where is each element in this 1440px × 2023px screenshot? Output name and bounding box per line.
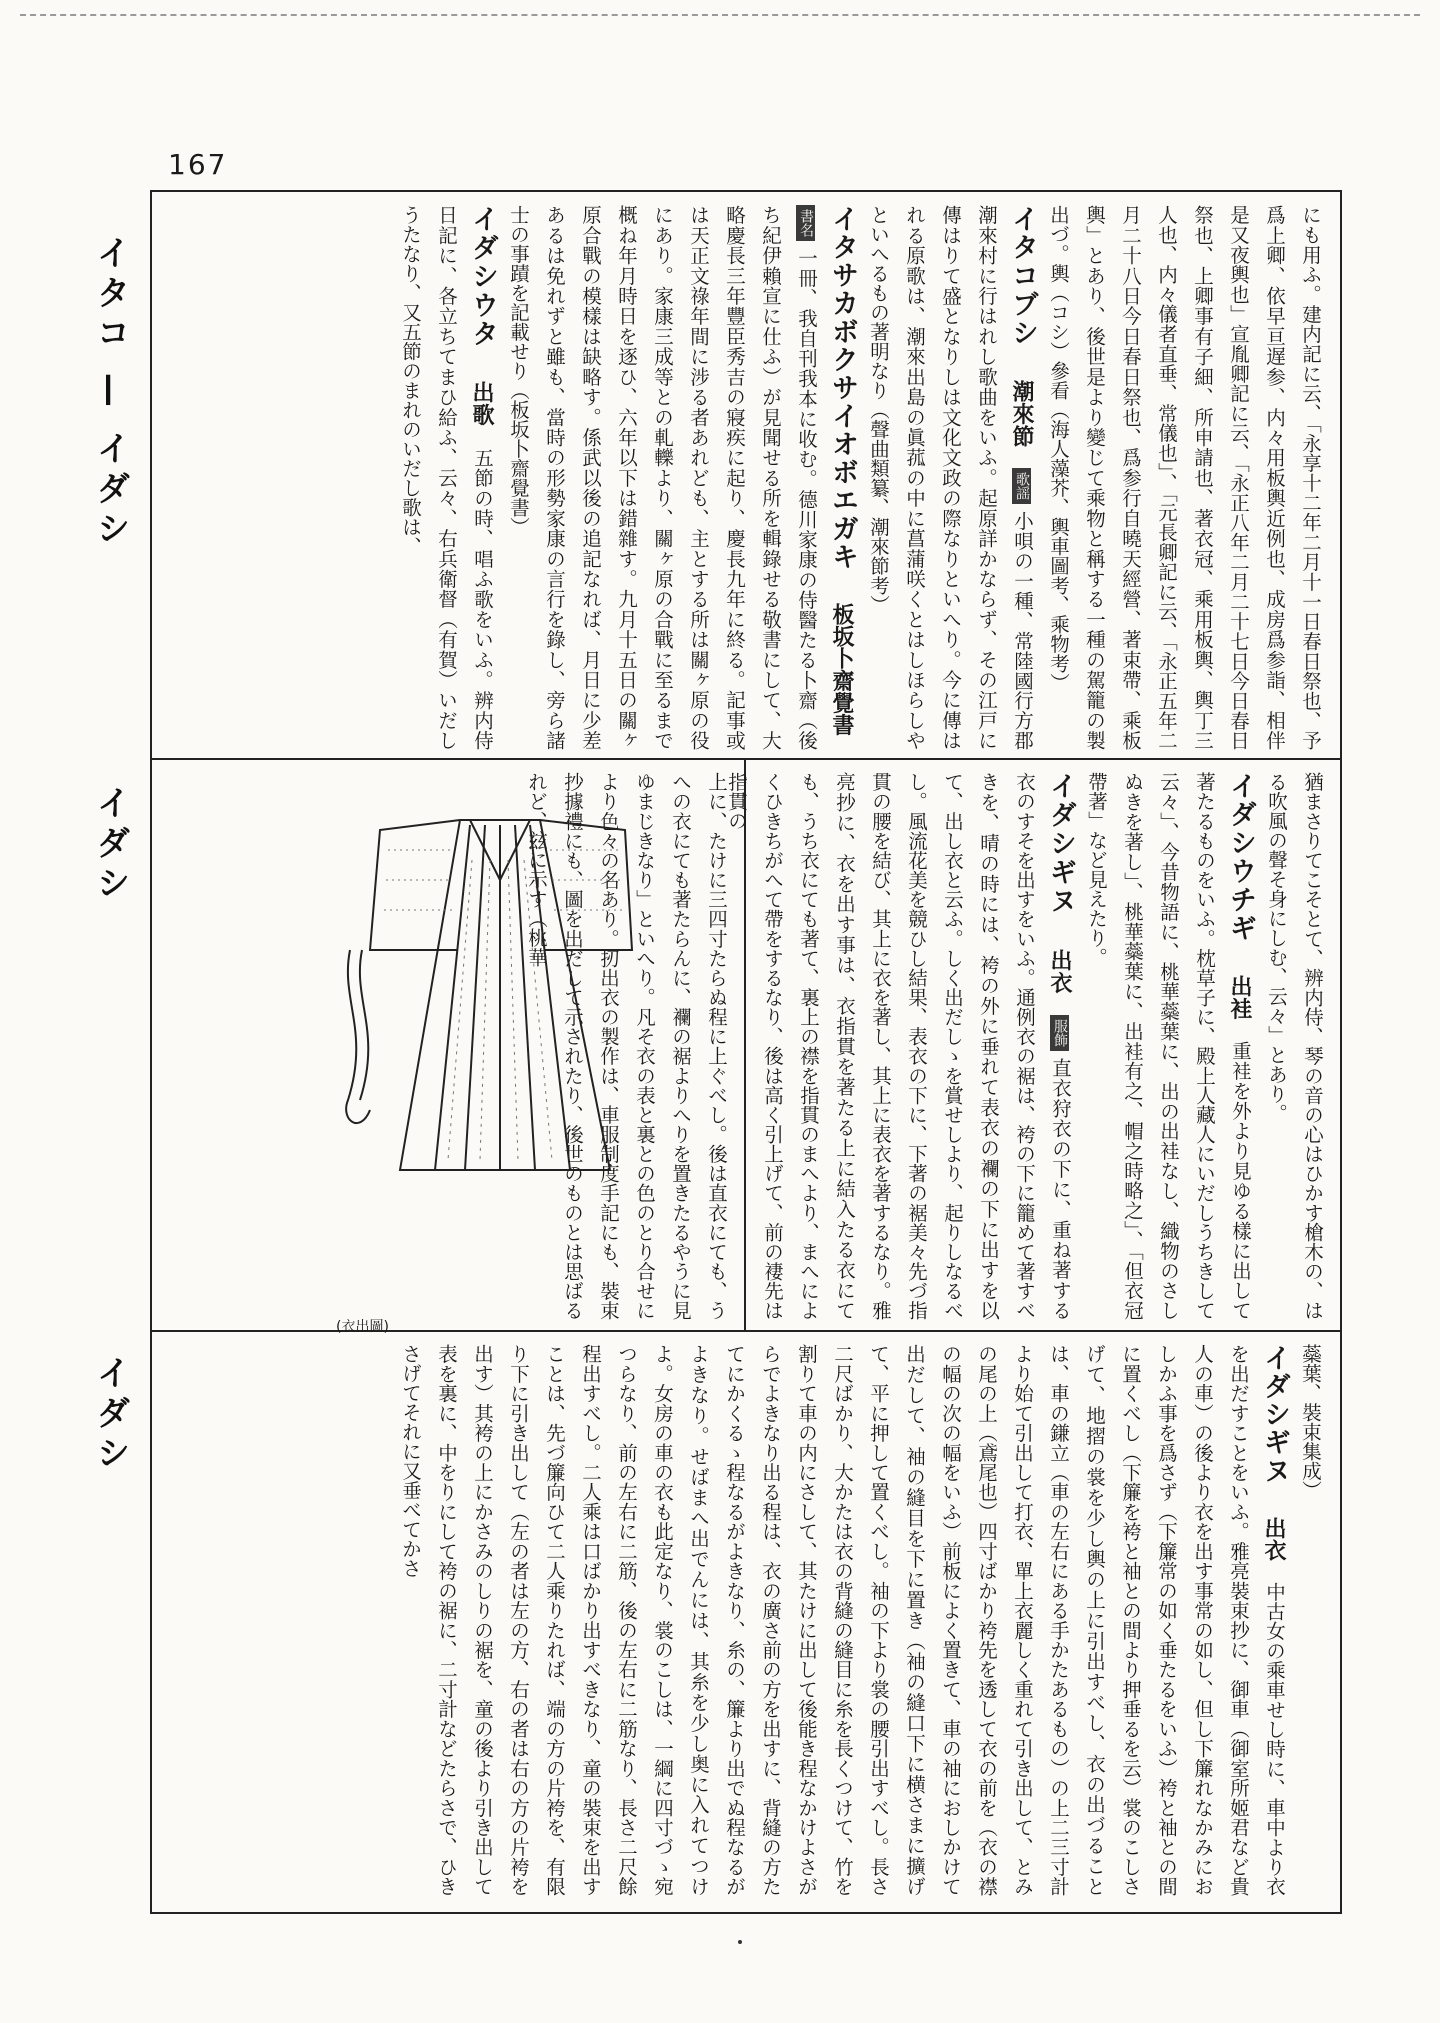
divider-bottom xyxy=(150,1330,1340,1332)
entry-kanji: 出歌 xyxy=(469,381,495,427)
side-label-bottom: イダシ xyxy=(90,1355,130,1475)
side-label-middle: イダシ xyxy=(90,785,130,905)
entry-body: 小唄の一種、常陸國行方郡潮來村に行はれし歌曲をいふ。起原詳かならず、その江戸に傳はりて盛となりしは文化文政の際なりといへり。今に傳はれる原歌は、潮來出島の眞菰の中に菖蒲咲くとはしほらしやといへるもの著明なり（聲曲類纂、潮來節考） xyxy=(867,205,1034,751)
entry-body: 直衣狩衣の下に、重ね著する衣のすそを出すをいふ。通例衣の裾は、袴の下に籠めて著すべきを、晴の時には、袴の外に垂れて表衣の襴の下に出すを以て、出し衣と云ふ。しく出だしゝを賞せしより、起りしなるべし。風流花美を競ひし結果、表衣の下に、下著の裾美々先づ指貫の腰を結び、其上に衣を著し、其上に表衣を著するなり。雅亮抄に、衣を出す事は、衣指貫を著たる上に結入たる衣にても、うち衣にても著て、裏上の襟を指貫のまへより、まへによくひきちがへて帶をするなり、後は高く引上げて、前の褄先は指貫の xyxy=(725,772,1072,1321)
entry-kanji: 潮來節 xyxy=(1009,380,1035,448)
side-label-top: イタコ — イダシ xyxy=(90,235,130,551)
entry-heading: イダシウチギ xyxy=(1225,772,1256,943)
bottom-section xyxy=(168,1344,1328,1896)
idashiginu-figure xyxy=(340,800,640,1180)
entry-body: 一冊、我自刊我本に收む。德川家康の侍醫たる卜齋（後ち紀伊賴宣に仕ふ）が見聞せる所を輯錄せる敬書にして、大略慶長三年豐臣秀吉の寢疾に起り、慶長九年に終る。記事或は天正文祿年間に涉る者あれども、主とする所は關ヶ原の役にあり。家康三成等との軋轢より、關ヶ原の合戰に至るまで概ね年月時日を逐ひ、六年以下は錯雜す。九月十五日の關ヶ原合戰の模樣は缺略す。係武以後の追記なれば、月日に少差あるは免れずと雖も、當時の形勢家康の言行を錄し、旁ら諸士の事蹟を記載せり（板坂卜齋覺書） xyxy=(507,205,818,751)
category-tag: 服飾 xyxy=(1050,1015,1069,1051)
entry-continuation: 蘂葉、裝束集成） xyxy=(1299,1344,1322,1500)
page-number: 167 xyxy=(168,148,228,181)
figure-caption: (衣出圖) xyxy=(336,1319,389,1335)
entry-heading: イダシギヌ xyxy=(1259,1344,1290,1485)
entry-body: 重袿を外より見ゆる樣に出して著たるものをいふ。枕草子に、殿上人藏人にいだしうちきして云々」、今昔物語に、桃華蘂葉に、出の出袿なし、織物のさしぬきを著し」、桃華蘂葉に、出袿有之、帽之時略之」、「但衣冠帶著」など見えたり。 xyxy=(1085,772,1252,1321)
entry-heading: イダシウタ xyxy=(467,205,498,349)
entry-heading: イダシギヌ xyxy=(1045,772,1076,916)
middle-right-section xyxy=(725,772,1330,1321)
entry-body: 五節の時、唱ふ歌をいふ。辨内侍日記に、各立ちてまひ給ふ、云々、右兵衛督（有賀）いだしうたなり、又五節のまれのいだし歌は、 xyxy=(399,205,494,751)
entry-body: 中古女の乘車せし時に、車中より衣を出だすことをいふ。雅亮裝束抄に、御車（御室所姬君など貴人の車）の後より衣を出す事常の如し、但し下簾れなかみにおしかふ事を爲さず（下簾常の如く垂たるをいふ）袴と袖との間に置くべし（下簾を袴と袖との間より押垂るを云）裳のこしさげて、地摺の裳を少し輿の上に引出すべし、衣の出づることは、車の鎌立（車の左右にある手かたあるもの）の上二三寸計より始て引出して打衣、單上衣麗しく重れて引き出して、とみの尾の上（鳶尾也）四寸ばかり袴先を透して衣の前を（衣の襟の幅の次の幅をいふ）前板によく置きて、車の袖におしかけて出だして、袖の縫目を下に置き（袖の縫口下に横さまに擴げて、平に押して置くべし。袖の下より裳の腰引出すべし。長さ二尺ばかり、大かたは衣の背縫の縫目に糸を長くつけて、竹を割りて車の内にさして、其たけに出して後能き程なかけよさがらでよきなり出る程は、衣の廣さ前の方を出すに、背縫の方たてにかくるゝ程なるがよきなり、糸の、簾より出でぬ程なるがよきなり。せばまへ出でんには、其糸を少し奥に入れてつけよ。女房の車の衣も此定なり、裳のこしは、一綱に四寸づゝ宛つらなり、前の左右に二筋、後の左右に二筋なり、長さ二尺餘程出すべし。二人乘は口ばかり出すべきなり、童の裝束を出すことは、先づ簾向ひて二人乘りたれば、端の方の片袴を、有限り下に引き出して（左の者は左の方、右の者は右の方の片袴を出す）其袴の上にかさみのしりの裾を、童の後より引き出して表を裏に、中をりにして袴の裾に、二寸計などたらさで、ひきさげてそれに又垂べてかさ xyxy=(399,1344,1286,1897)
entry-continuation: 猶まさりてこそとて、辨内侍、琴の音の心はひかす槍木の、はる吹風の聲そ身にしむ、云々」とあり。 xyxy=(1265,772,1324,1320)
entry-heading: イタサカボクサイオボエガキ xyxy=(827,205,858,571)
category-tag: 書名 xyxy=(796,205,815,241)
entry-kanji: 出袿 xyxy=(1227,975,1253,1021)
top-section xyxy=(168,205,1328,750)
category-tag: 歌謡 xyxy=(1012,468,1031,504)
top-border xyxy=(20,14,1420,16)
entry-kanji: 板坂卜齋覺書 xyxy=(829,603,855,737)
entry-heading: イタコブシ xyxy=(1007,205,1038,348)
entry-kanji: 出衣 xyxy=(1261,1517,1287,1562)
entry-continuation: にも用ふ。建内記に云、「永享十二年二月十一日春日祭也、予爲上卿、依早亘遅参、内々用板輿近例也、成房爲参詣、相伴是又夜輿也」宣胤卿記に云、「永正八年二月二十七日今日春日祭也、上卿事有子細、所申請也、著衣冠、乘用板輿、輿丁三人也、内々儀者直垂、常儀也」、「元長卿記に云、「永正五年二月二十八日今日春日祭也、爲参行自曉天經營、著束帶、乘板輿」とあり、後世是より變じて乘物と稱する一種の駕籠の製出づ。輿（コシ）參看（海人藻芥、輿車圖考、乘物考） xyxy=(1047,205,1322,751)
entry-kanji: 出衣 xyxy=(1047,948,1073,994)
page-speck xyxy=(738,1940,742,1944)
entry-continuation: 上に、たけに三四寸たらぬ程に上ぐべし。後は直衣にても、うへの衣にても著たらんに、襴の裾よりへりを置きたるやうに見ゆまじきなり」といへり。凡そ衣の表と裏との色のとり合せにより色々の名あり。扨出衣の製作は、車服制度手記にも、裝束抄據禮にも、圖を出だして示されたり、後世のものとは思ばるれど、玆に示す（桃華 xyxy=(525,772,728,1320)
